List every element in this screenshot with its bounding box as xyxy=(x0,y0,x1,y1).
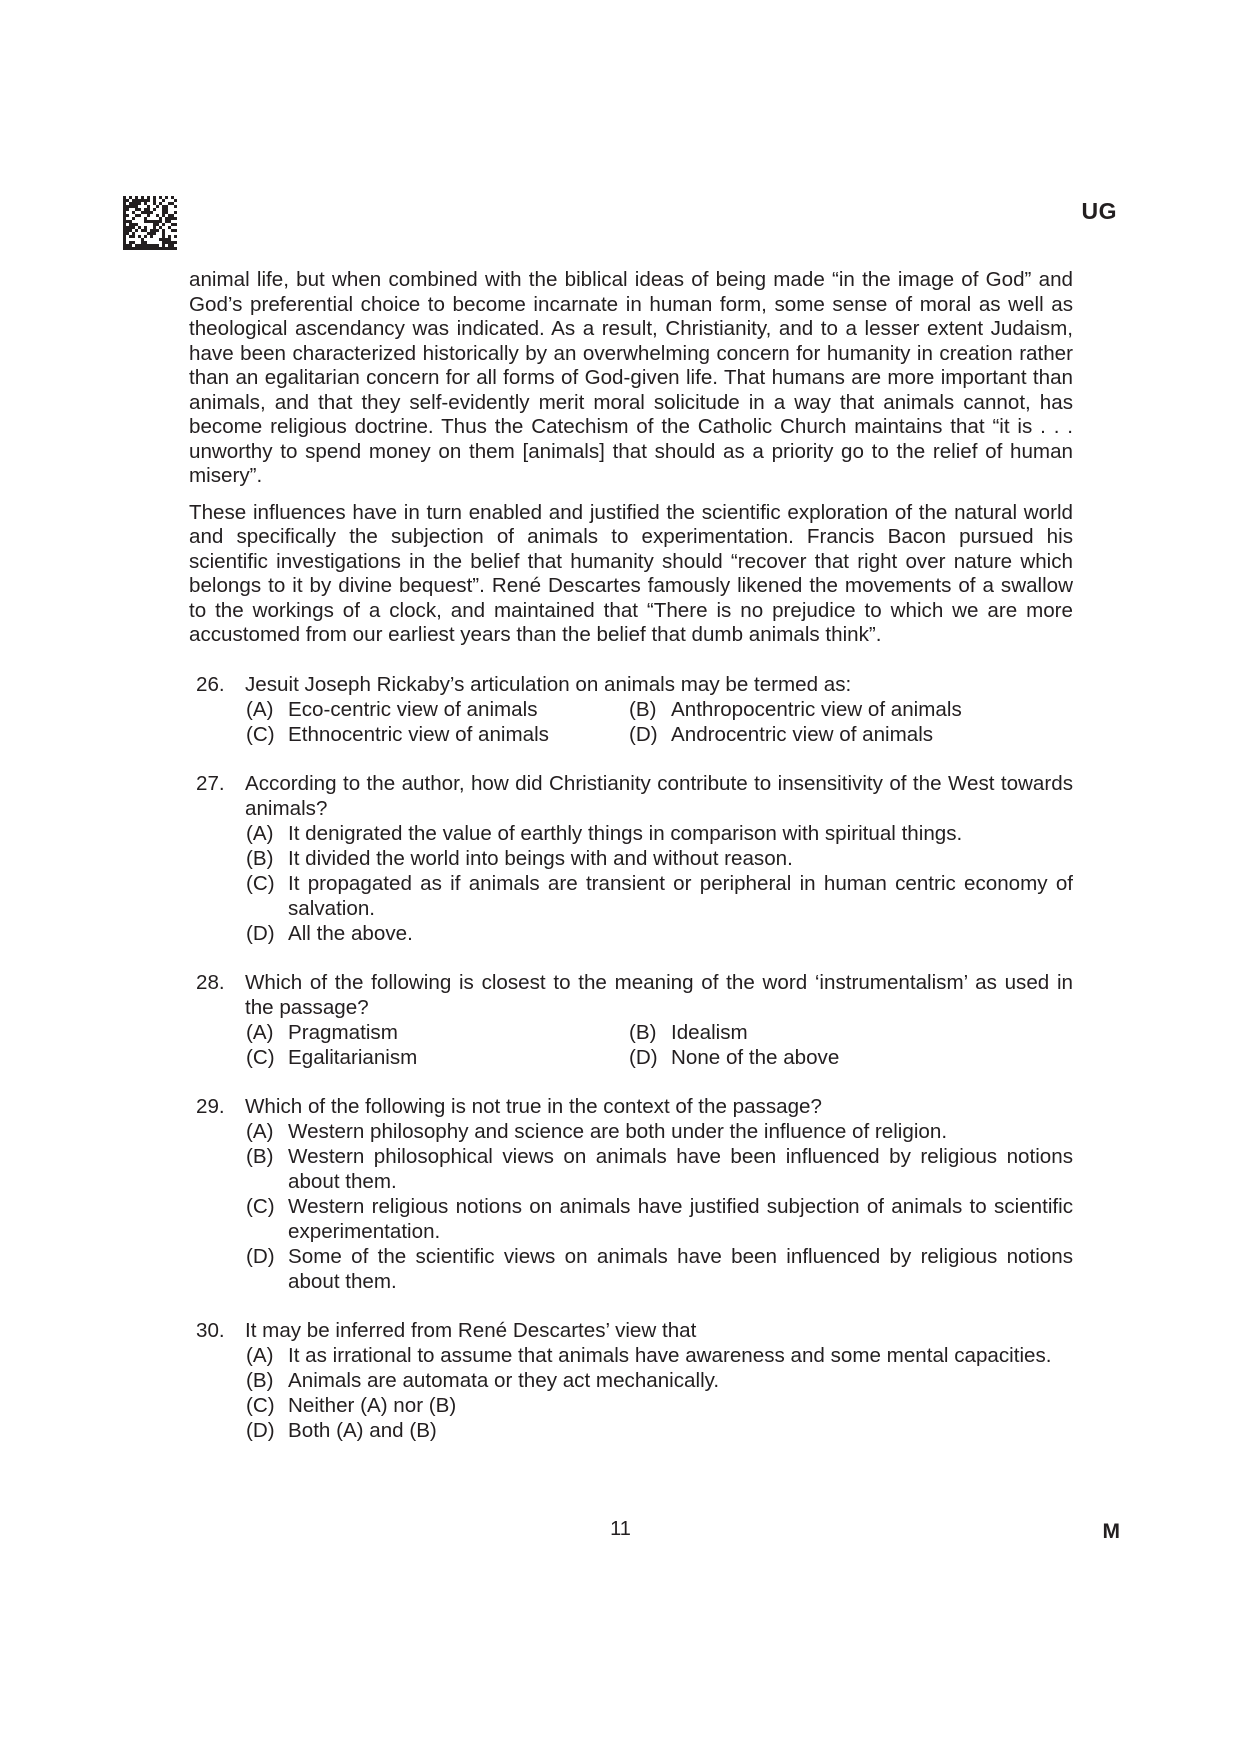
question-number: 29. xyxy=(196,1094,225,1118)
option-b[interactable] xyxy=(629,697,1073,722)
set-code: M xyxy=(1102,1520,1120,1543)
option-a[interactable] xyxy=(246,1020,629,1045)
passage-paragraph-2: These influences have in turn enabled and justified the scientific exploration of the natural world and specifically the subjection of animals to experimentation. Francis Bacon pursued his scientific investigations in the belief that humanity should “recover that right over nature which belongs to it by divine bequest”. René Descartes famously likened the movements of a swallow to the workings of a clock, and maintained that “There is no prejudice to which we are more accustomed from our earliest years than the belief that dumb animals think”. xyxy=(189,500,1073,646)
qr-cell xyxy=(144,202,147,205)
option-a[interactable] xyxy=(246,697,629,722)
qr-cell xyxy=(135,205,138,208)
question-text: Which of the following is not true in the context of the passage? xyxy=(245,1094,822,1118)
qr-cell xyxy=(162,235,165,238)
qr-cell xyxy=(168,238,171,241)
qr-cell xyxy=(150,232,153,235)
qr-cell xyxy=(135,199,138,202)
option-b[interactable] xyxy=(246,846,1073,871)
option-label: (B) xyxy=(629,1020,657,1044)
qr-cell xyxy=(126,232,129,235)
qr-cell xyxy=(132,247,135,250)
qr-cell xyxy=(135,196,138,199)
qr-cell xyxy=(126,220,129,223)
qr-cell xyxy=(153,223,156,226)
qr-cell xyxy=(144,217,147,220)
qr-cell xyxy=(174,229,177,232)
option-list xyxy=(246,1343,1073,1443)
page-content xyxy=(189,268,1073,1467)
qr-cell xyxy=(147,247,150,250)
qr-cell xyxy=(129,220,132,223)
qr-cell xyxy=(153,196,156,199)
option-text: Pragmatism xyxy=(288,1020,398,1044)
qr-cell xyxy=(138,199,141,202)
qr-cell xyxy=(168,217,171,220)
qr-cell xyxy=(174,241,177,244)
question-26 xyxy=(189,672,1073,747)
qr-cell xyxy=(123,244,126,247)
qr-cell xyxy=(162,241,165,244)
option-label: (D) xyxy=(246,1418,275,1442)
question-number: 26. xyxy=(196,672,225,696)
option-list xyxy=(246,697,1073,747)
option-text: Idealism xyxy=(671,1020,748,1044)
qr-cell xyxy=(138,208,141,211)
option-text: It denigrated the value of earthly things in comparison with spiritual things. xyxy=(288,821,963,845)
qr-cell xyxy=(159,202,162,205)
option-label: (C) xyxy=(246,722,275,746)
qr-cell xyxy=(141,247,144,250)
qr-cell xyxy=(153,244,156,247)
qr-cell xyxy=(159,220,162,223)
qr-cell xyxy=(165,241,168,244)
qr-cell xyxy=(171,223,174,226)
option-c[interactable] xyxy=(246,1393,1073,1418)
qr-cell xyxy=(162,208,165,211)
qr-cell xyxy=(129,196,132,199)
qr-cell xyxy=(138,214,141,217)
qr-cell xyxy=(129,235,132,238)
option-d[interactable] xyxy=(246,1418,1073,1443)
qr-cell xyxy=(132,202,135,205)
question-text: Jesuit Joseph Rickaby’s articulation on animals may be termed as: xyxy=(245,672,852,696)
qr-cell xyxy=(129,229,132,232)
qr-cell xyxy=(150,220,153,223)
qr-cell xyxy=(126,199,129,202)
qr-cell xyxy=(123,199,126,202)
question-number: 27. xyxy=(196,771,225,795)
option-text: Animals are automata or they act mechanically. xyxy=(288,1368,720,1392)
qr-cell xyxy=(150,247,153,250)
question-number: 30. xyxy=(196,1318,225,1342)
qr-cell xyxy=(156,214,159,217)
option-text: Neither (A) nor (B) xyxy=(288,1393,457,1417)
qr-cell xyxy=(147,232,150,235)
option-label: (D) xyxy=(629,722,658,746)
option-label: (D) xyxy=(629,1045,658,1069)
option-d[interactable] xyxy=(246,1244,1073,1294)
option-label: (D) xyxy=(246,1244,275,1268)
option-label: (B) xyxy=(246,1144,274,1168)
qr-cell xyxy=(168,235,171,238)
question-27 xyxy=(189,771,1073,946)
qr-cell xyxy=(162,205,165,208)
qr-cell xyxy=(165,238,168,241)
option-text: Egalitarianism xyxy=(288,1045,418,1069)
question-number: 28. xyxy=(196,970,225,994)
qr-cell xyxy=(153,208,156,211)
option-b[interactable] xyxy=(246,1368,1073,1393)
qr-cell xyxy=(168,244,171,247)
qr-cell xyxy=(165,247,168,250)
option-c[interactable] xyxy=(246,1194,1073,1244)
qr-cell xyxy=(123,208,126,211)
qr-cell xyxy=(162,199,165,202)
qr-cell xyxy=(141,241,144,244)
qr-cell xyxy=(171,214,174,217)
qr-cell xyxy=(132,211,135,214)
qr-cell xyxy=(153,220,156,223)
qr-cell xyxy=(147,196,150,199)
qr-cell xyxy=(159,238,162,241)
qr-cell xyxy=(135,229,138,232)
question-text: Which of the following is closest to the meaning of the word ‘instrumentalism’ as used in the passage? xyxy=(245,970,1073,1019)
qr-cell xyxy=(165,205,168,208)
qr-cell xyxy=(156,229,159,232)
qr-cell xyxy=(168,241,171,244)
qr-cell xyxy=(141,238,144,241)
qr-cell xyxy=(174,217,177,220)
qr-cell xyxy=(132,241,135,244)
qr-cell xyxy=(150,235,153,238)
qr-cell xyxy=(144,211,147,214)
qr-cell xyxy=(159,196,162,199)
option-label: (A) xyxy=(246,1343,274,1367)
qr-cell xyxy=(153,232,156,235)
qr-cell xyxy=(162,247,165,250)
qr-cell xyxy=(168,247,171,250)
qr-cell xyxy=(168,202,171,205)
passage-paragraph-1: animal life, but when combined with the biblical ideas of being made “in the image of God” and God’s preferential choice to become incarnate in human form, some sense of moral as well as theological ascendancy was indicated. As a result, Christianity, and to a lesser extent Judaism, have been characterized historically by an overwhelming concern for humanity in creation rather than an egalitarian concern for all forms of God-given life. That humans are more important than animals, and that they self-evidently merit moral solicitude in a way that animals cannot, has become religious doctrine. Thus the Catechism of the Catholic Church maintains that “it is . . . unworthy to spend money on them [animals] that should as a priority go to the relief of human misery”. xyxy=(189,268,1073,487)
option-label: (A) xyxy=(246,697,274,721)
option-list xyxy=(246,821,1073,946)
question-list xyxy=(189,672,1073,1443)
qr-cell xyxy=(165,208,168,211)
qr-cell xyxy=(141,196,144,199)
qr-cell xyxy=(147,208,150,211)
question-28 xyxy=(189,970,1073,1070)
qr-cell xyxy=(135,223,138,226)
qr-cell xyxy=(153,202,156,205)
qr-cell xyxy=(126,208,129,211)
qr-cell xyxy=(135,208,138,211)
qr-cell xyxy=(147,244,150,247)
option-text: Anthropocentric view of animals xyxy=(671,697,962,721)
qr-code xyxy=(123,196,177,250)
qr-cell xyxy=(138,235,141,238)
option-label: (A) xyxy=(246,1119,274,1143)
qr-cell xyxy=(141,211,144,214)
option-a[interactable] xyxy=(246,1119,1073,1144)
qr-cell xyxy=(153,199,156,202)
qr-cell xyxy=(171,229,174,232)
option-a[interactable] xyxy=(246,1343,1073,1368)
qr-cell xyxy=(135,247,138,250)
qr-cell xyxy=(123,226,126,229)
qr-cell xyxy=(171,202,174,205)
qr-cell xyxy=(171,241,174,244)
qr-cell xyxy=(123,229,126,232)
option-d[interactable] xyxy=(629,1045,1073,1070)
qr-cell xyxy=(132,232,135,235)
qr-cell xyxy=(126,226,129,229)
option-label: (A) xyxy=(246,821,274,845)
option-label: (C) xyxy=(246,1045,275,1069)
qr-cell xyxy=(147,214,150,217)
qr-cell xyxy=(144,247,147,250)
qr-cell xyxy=(135,214,138,217)
qr-cell xyxy=(126,229,129,232)
option-text: Both (A) and (B) xyxy=(288,1418,437,1442)
qr-cell xyxy=(171,247,174,250)
option-c[interactable] xyxy=(246,871,1073,921)
option-label: (B) xyxy=(246,846,274,870)
qr-cell xyxy=(123,247,126,250)
option-text: Western philosophy and science are both under the influence of religion. xyxy=(288,1119,948,1143)
option-text: It as irrational to assume that animals have awareness and some mental capacities. xyxy=(288,1343,1052,1367)
option-c[interactable] xyxy=(246,1045,629,1070)
qr-cell xyxy=(150,244,153,247)
option-a[interactable] xyxy=(246,821,1073,846)
qr-cell xyxy=(162,223,165,226)
qr-cell xyxy=(174,235,177,238)
qr-cell xyxy=(126,247,129,250)
qr-cell xyxy=(174,247,177,250)
option-label: (C) xyxy=(246,1393,275,1417)
question-text: According to the author, how did Christianity contribute to insensitivity of the West towards animals? xyxy=(245,771,1073,820)
qr-cell xyxy=(156,205,159,208)
qr-cell xyxy=(141,199,144,202)
option-label: (A) xyxy=(246,1020,274,1044)
question-29 xyxy=(189,1094,1073,1294)
qr-cell xyxy=(132,205,135,208)
qr-cell xyxy=(147,205,150,208)
qr-cell xyxy=(129,247,132,250)
option-text: Western religious notions on animals have justified subjection of animals to scientific experimentation. xyxy=(288,1194,1073,1243)
option-list xyxy=(246,1020,1073,1070)
qr-cell xyxy=(123,235,126,238)
qr-cell xyxy=(129,244,132,247)
option-b[interactable] xyxy=(246,1144,1073,1194)
question-text: It may be inferred from René Descartes’ view that xyxy=(245,1318,697,1342)
qr-cell xyxy=(162,232,165,235)
option-b[interactable] xyxy=(629,1020,1073,1045)
qr-cell xyxy=(168,220,171,223)
qr-cell xyxy=(153,247,156,250)
qr-cell xyxy=(123,232,126,235)
option-text: Some of the scientific views on animals have been influenced by religious notions about them. xyxy=(288,1244,1073,1293)
qr-cell xyxy=(123,211,126,214)
qr-cell xyxy=(165,211,168,214)
qr-cell xyxy=(156,247,159,250)
qr-cell xyxy=(144,244,147,247)
option-text: All the above. xyxy=(288,921,413,945)
qr-cell xyxy=(174,205,177,208)
qr-cell xyxy=(156,220,159,223)
option-text: It divided the world into beings with and without reason. xyxy=(288,846,793,870)
qr-cell xyxy=(123,241,126,244)
qr-cell xyxy=(144,229,147,232)
header-code: UG xyxy=(1081,198,1117,224)
qr-cell xyxy=(171,244,174,247)
option-label: (D) xyxy=(246,921,275,945)
qr-cell xyxy=(123,214,126,217)
qr-cell xyxy=(159,247,162,250)
qr-cell xyxy=(174,199,177,202)
qr-cell xyxy=(150,229,153,232)
qr-cell xyxy=(144,235,147,238)
qr-cell xyxy=(165,217,168,220)
qr-cell xyxy=(153,229,156,232)
qr-cell xyxy=(147,199,150,202)
qr-cell xyxy=(144,226,147,229)
option-label: (C) xyxy=(246,871,275,895)
option-d[interactable] xyxy=(246,921,1073,946)
qr-cell xyxy=(147,220,150,223)
qr-cell xyxy=(144,208,147,211)
option-d[interactable] xyxy=(629,722,1073,747)
qr-cell xyxy=(138,202,141,205)
qr-cell xyxy=(132,235,135,238)
qr-cell xyxy=(132,217,135,220)
qr-cell xyxy=(129,205,132,208)
qr-cell xyxy=(141,229,144,232)
qr-cell xyxy=(138,244,141,247)
qr-cell xyxy=(129,202,132,205)
qr-cell xyxy=(171,196,174,199)
qr-cell xyxy=(123,202,126,205)
qr-cell xyxy=(165,196,168,199)
qr-cell xyxy=(150,211,153,214)
passage xyxy=(189,268,1073,648)
qr-cell xyxy=(165,220,168,223)
qr-cell xyxy=(162,214,165,217)
option-text: Ethnocentric view of animals xyxy=(288,722,549,746)
qr-cell xyxy=(156,223,159,226)
qr-cell xyxy=(162,244,165,247)
qr-cell xyxy=(123,223,126,226)
qr-cell xyxy=(135,244,138,247)
option-label: (B) xyxy=(629,697,657,721)
qr-cell xyxy=(123,217,126,220)
qr-cell xyxy=(162,229,165,232)
qr-cell xyxy=(147,211,150,214)
qr-cell xyxy=(174,211,177,214)
qr-cell xyxy=(144,199,147,202)
qr-cell xyxy=(126,214,129,217)
qr-cell xyxy=(132,226,135,229)
qr-cell xyxy=(123,238,126,241)
option-text: None of the above xyxy=(671,1045,840,1069)
qr-cell xyxy=(141,244,144,247)
qr-cell xyxy=(168,226,171,229)
option-c[interactable] xyxy=(246,722,629,747)
qr-cell xyxy=(123,220,126,223)
qr-cell xyxy=(153,226,156,229)
option-label: (B) xyxy=(246,1368,274,1392)
qr-cell xyxy=(126,205,129,208)
qr-cell xyxy=(126,244,129,247)
qr-cell xyxy=(144,241,147,244)
qr-cell xyxy=(144,220,147,223)
option-list xyxy=(246,1119,1073,1294)
option-text: Western philosophical views on animals have been influenced by religious notions about them. xyxy=(288,1144,1073,1193)
qr-cell xyxy=(159,226,162,229)
qr-cell xyxy=(132,199,135,202)
qr-cell xyxy=(129,226,132,229)
qr-cell xyxy=(156,244,159,247)
qr-cell xyxy=(135,202,138,205)
page-number: 11 xyxy=(610,1518,631,1540)
qr-cell xyxy=(174,223,177,226)
qr-cell xyxy=(138,226,141,229)
qr-cell xyxy=(129,241,132,244)
option-label: (C) xyxy=(246,1194,275,1218)
qr-cell xyxy=(168,214,171,217)
qr-cell xyxy=(129,223,132,226)
qr-cell xyxy=(138,247,141,250)
question-30 xyxy=(189,1318,1073,1443)
qr-cell xyxy=(171,217,174,220)
qr-cell xyxy=(123,205,126,208)
qr-cell xyxy=(159,217,162,220)
qr-cell xyxy=(162,211,165,214)
option-text: Eco-centric view of animals xyxy=(288,697,538,721)
qr-cell xyxy=(132,223,135,226)
qr-cell xyxy=(123,196,126,199)
option-text: It propagated as if animals are transient or peripheral in human centric economy of salvation. xyxy=(288,871,1073,920)
option-text: Androcentric view of animals xyxy=(671,722,934,746)
qr-cell xyxy=(162,238,165,241)
